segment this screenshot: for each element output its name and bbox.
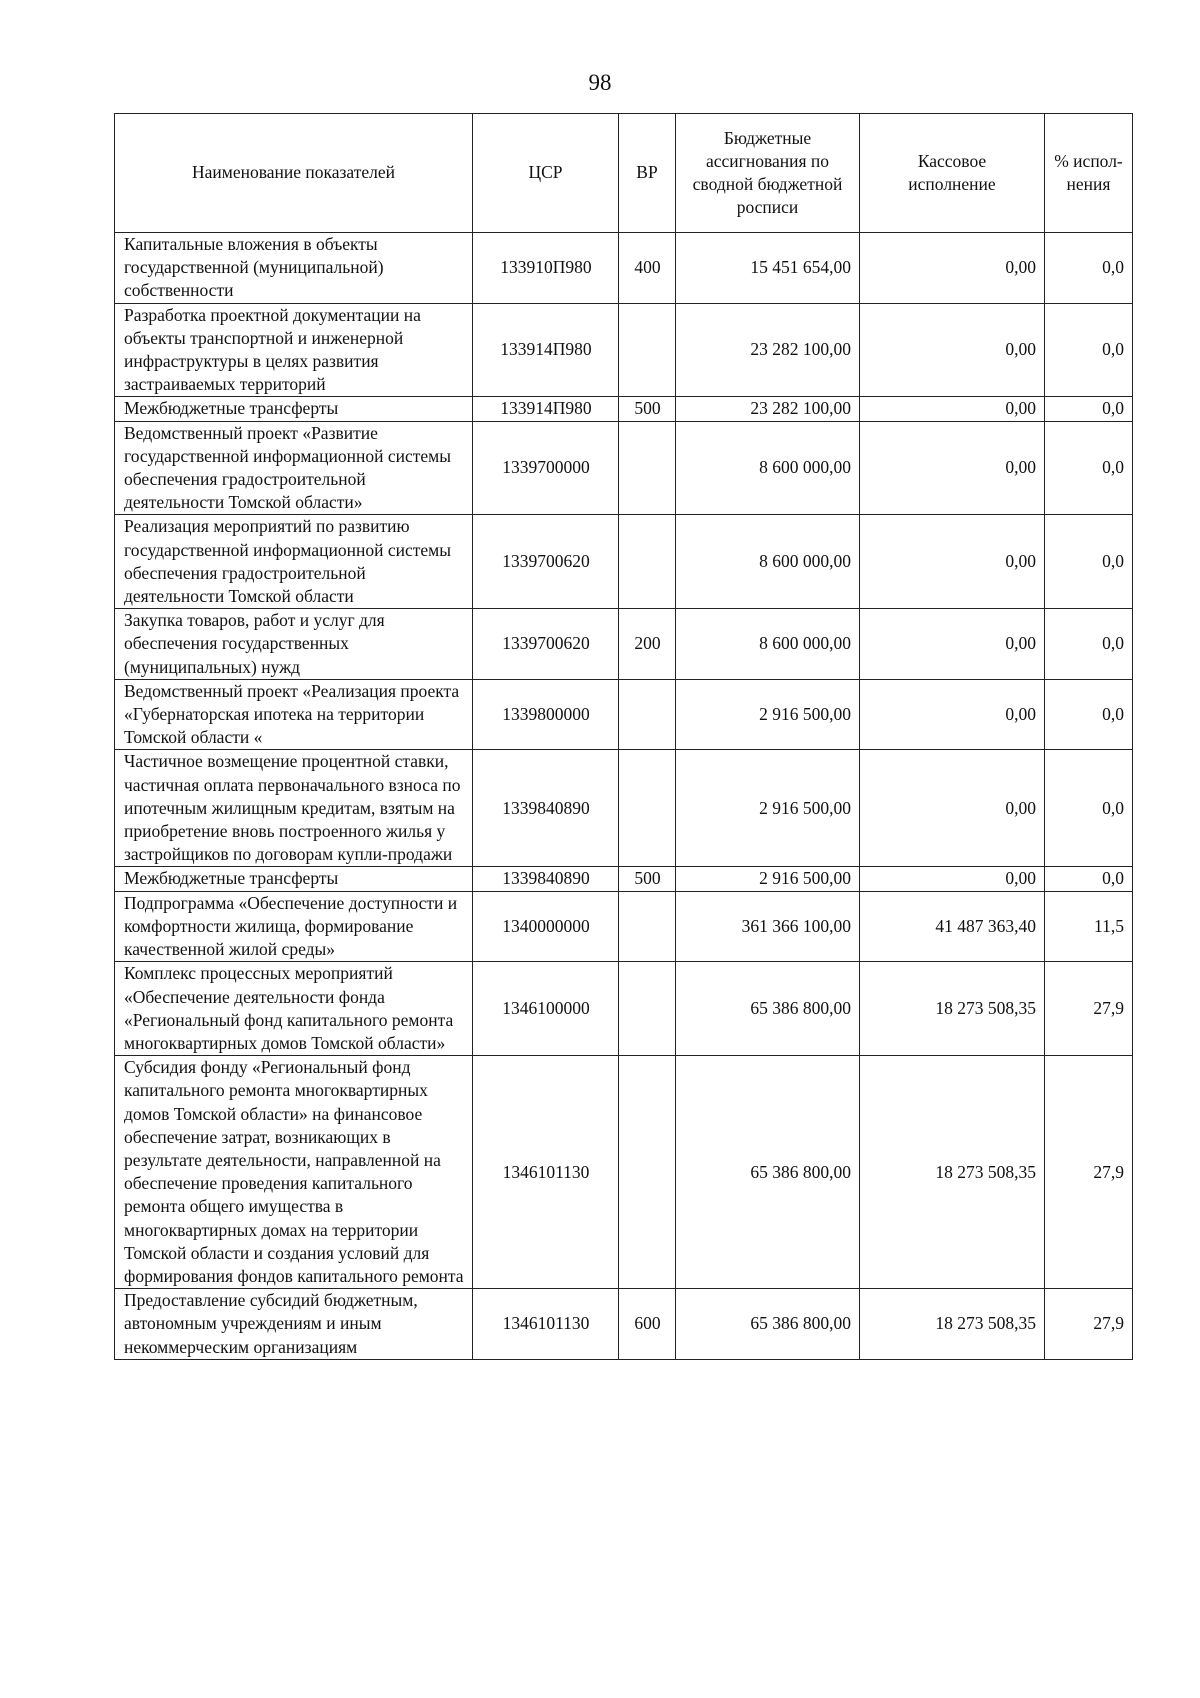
header-cash: Кассовое исполнение — [860, 114, 1045, 233]
cell-vr — [619, 962, 676, 1056]
cell-vr — [619, 303, 676, 397]
cell-vr — [619, 1056, 676, 1289]
cell-csr: 1340000000 — [473, 891, 619, 962]
cell-cash: 0,00 — [860, 421, 1045, 515]
cell-cash: 0,00 — [860, 609, 1045, 680]
cell-csr: 1339840890 — [473, 867, 619, 891]
cell-name: Комплекс процессных мероприятий «Обеспечение деятельности фонда «Региональный фонд капитального ремонта многоквартирных домов Томской области» — [115, 962, 473, 1056]
cell-pct: 0,0 — [1045, 515, 1133, 609]
cell-csr: 1346101130 — [473, 1289, 619, 1360]
table-row — [115, 233, 1133, 304]
cell-csr: 1339700000 — [473, 421, 619, 515]
budget-execution-table — [114, 113, 1133, 1360]
cell-budget: 23 282 100,00 — [676, 303, 860, 397]
table-row — [115, 679, 1133, 750]
cell-csr: 1346100000 — [473, 962, 619, 1056]
header-vr: ВР — [619, 114, 676, 233]
cell-vr — [619, 891, 676, 962]
cell-csr: 1339840890 — [473, 750, 619, 867]
cell-cash: 0,00 — [860, 397, 1045, 421]
cell-pct: 0,0 — [1045, 421, 1133, 515]
cell-cash: 0,00 — [860, 515, 1045, 609]
cell-vr: 400 — [619, 233, 676, 304]
cell-budget: 2 916 500,00 — [676, 867, 860, 891]
cell-name: Ведомственный проект «Реализация проекта «Губернаторская ипотека на территории Томской области « — [115, 679, 473, 750]
cell-budget: 8 600 000,00 — [676, 421, 860, 515]
header-name: Наименование показателей — [115, 114, 473, 233]
cell-budget: 2 916 500,00 — [676, 750, 860, 867]
cell-name: Межбюджетные трансферты — [115, 867, 473, 891]
cell-budget: 2 916 500,00 — [676, 679, 860, 750]
table-row — [115, 303, 1133, 397]
cell-budget: 65 386 800,00 — [676, 962, 860, 1056]
cell-pct: 0,0 — [1045, 303, 1133, 397]
cell-cash: 0,00 — [860, 867, 1045, 891]
cell-pct: 0,0 — [1045, 750, 1133, 867]
cell-vr — [619, 750, 676, 867]
cell-csr: 1339700620 — [473, 515, 619, 609]
cell-budget: 8 600 000,00 — [676, 515, 860, 609]
cell-vr: 200 — [619, 609, 676, 680]
table-row — [115, 397, 1133, 421]
cell-name: Реализация мероприятий по развитию государственной информационной системы обеспечения градостроительной деятельности Томской области — [115, 515, 473, 609]
cell-name: Предоставление субсидий бюджетным, автономным учреждениям и иным некоммерческим организациям — [115, 1289, 473, 1360]
cell-name: Закупка товаров, работ и услуг для обеспечения государственных (муниципальных) нужд — [115, 609, 473, 680]
cell-pct: 0,0 — [1045, 397, 1133, 421]
cell-cash: 18 273 508,35 — [860, 1056, 1045, 1289]
cell-pct: 0,0 — [1045, 867, 1133, 891]
header-csr: ЦСР — [473, 114, 619, 233]
table-row — [115, 1289, 1133, 1360]
cell-vr: 600 — [619, 1289, 676, 1360]
cell-cash: 0,00 — [860, 233, 1045, 304]
cell-pct: 27,9 — [1045, 1289, 1133, 1360]
cell-budget: 8 600 000,00 — [676, 609, 860, 680]
cell-budget: 361 366 100,00 — [676, 891, 860, 962]
table-row — [115, 750, 1133, 867]
header-pct: % испол-нения — [1045, 114, 1133, 233]
cell-pct: 0,0 — [1045, 679, 1133, 750]
cell-vr: 500 — [619, 397, 676, 421]
cell-name: Ведомственный проект «Развитие государственной информационной системы обеспечения градостроительной деятельности Томской области» — [115, 421, 473, 515]
cell-vr: 500 — [619, 867, 676, 891]
table-header-row — [115, 114, 1133, 233]
header-budget: Бюджетные ассигнования по сводной бюджетной росписи — [676, 114, 860, 233]
table-row — [115, 609, 1133, 680]
cell-csr: 133910П980 — [473, 233, 619, 304]
cell-cash: 41 487 363,40 — [860, 891, 1045, 962]
cell-name: Межбюджетные трансферты — [115, 397, 473, 421]
cell-csr: 1339800000 — [473, 679, 619, 750]
cell-cash: 18 273 508,35 — [860, 1289, 1045, 1360]
cell-cash: 0,00 — [860, 750, 1045, 867]
cell-name: Капитальные вложения в объекты государственной (муниципальной) собственности — [115, 233, 473, 304]
table-row — [115, 1056, 1133, 1289]
cell-name: Частичное возмещение процентной ставки, частичная оплата первоначального взноса по ипотечным жилищным кредитам, взятым на приобретение вновь построенного жилья у застройщиков по договорам купли-продажи — [115, 750, 473, 867]
cell-csr: 1346101130 — [473, 1056, 619, 1289]
cell-vr — [619, 421, 676, 515]
cell-vr — [619, 679, 676, 750]
table-row — [115, 891, 1133, 962]
cell-pct: 27,9 — [1045, 962, 1133, 1056]
table-row — [115, 962, 1133, 1056]
cell-pct: 11,5 — [1045, 891, 1133, 962]
cell-csr: 1339700620 — [473, 609, 619, 680]
cell-budget: 65 386 800,00 — [676, 1289, 860, 1360]
cell-name: Разработка проектной документации на объекты транспортной и инженерной инфраструктуры в целях развития застраиваемых территорий — [115, 303, 473, 397]
cell-vr — [619, 515, 676, 609]
cell-cash: 0,00 — [860, 679, 1045, 750]
cell-budget: 65 386 800,00 — [676, 1056, 860, 1289]
cell-csr: 133914П980 — [473, 303, 619, 397]
page-number: 98 — [588, 70, 612, 95]
cell-csr: 133914П980 — [473, 397, 619, 421]
table-row — [115, 867, 1133, 891]
cell-budget: 23 282 100,00 — [676, 397, 860, 421]
table-row — [115, 515, 1133, 609]
cell-cash: 18 273 508,35 — [860, 962, 1045, 1056]
cell-pct: 0,0 — [1045, 233, 1133, 304]
cell-budget: 15 451 654,00 — [676, 233, 860, 304]
table-row — [115, 421, 1133, 515]
cell-name: Субсидия фонду «Региональный фонд капитального ремонта многоквартирных домов Томской области» на финансовое обеспечение затрат, возникающих в результате деятельности, направленной на обеспечение проведения капитального ремонта общего имущества в многоквартирных домах на территории Томской области и создания условий для формирования фондов капитального ремонта — [115, 1056, 473, 1289]
cell-pct: 27,9 — [1045, 1056, 1133, 1289]
cell-name: Подпрограмма «Обеспечение доступности и комфортности жилища, формирование качественной жилой среды» — [115, 891, 473, 962]
cell-cash: 0,00 — [860, 303, 1045, 397]
cell-pct: 0,0 — [1045, 609, 1133, 680]
